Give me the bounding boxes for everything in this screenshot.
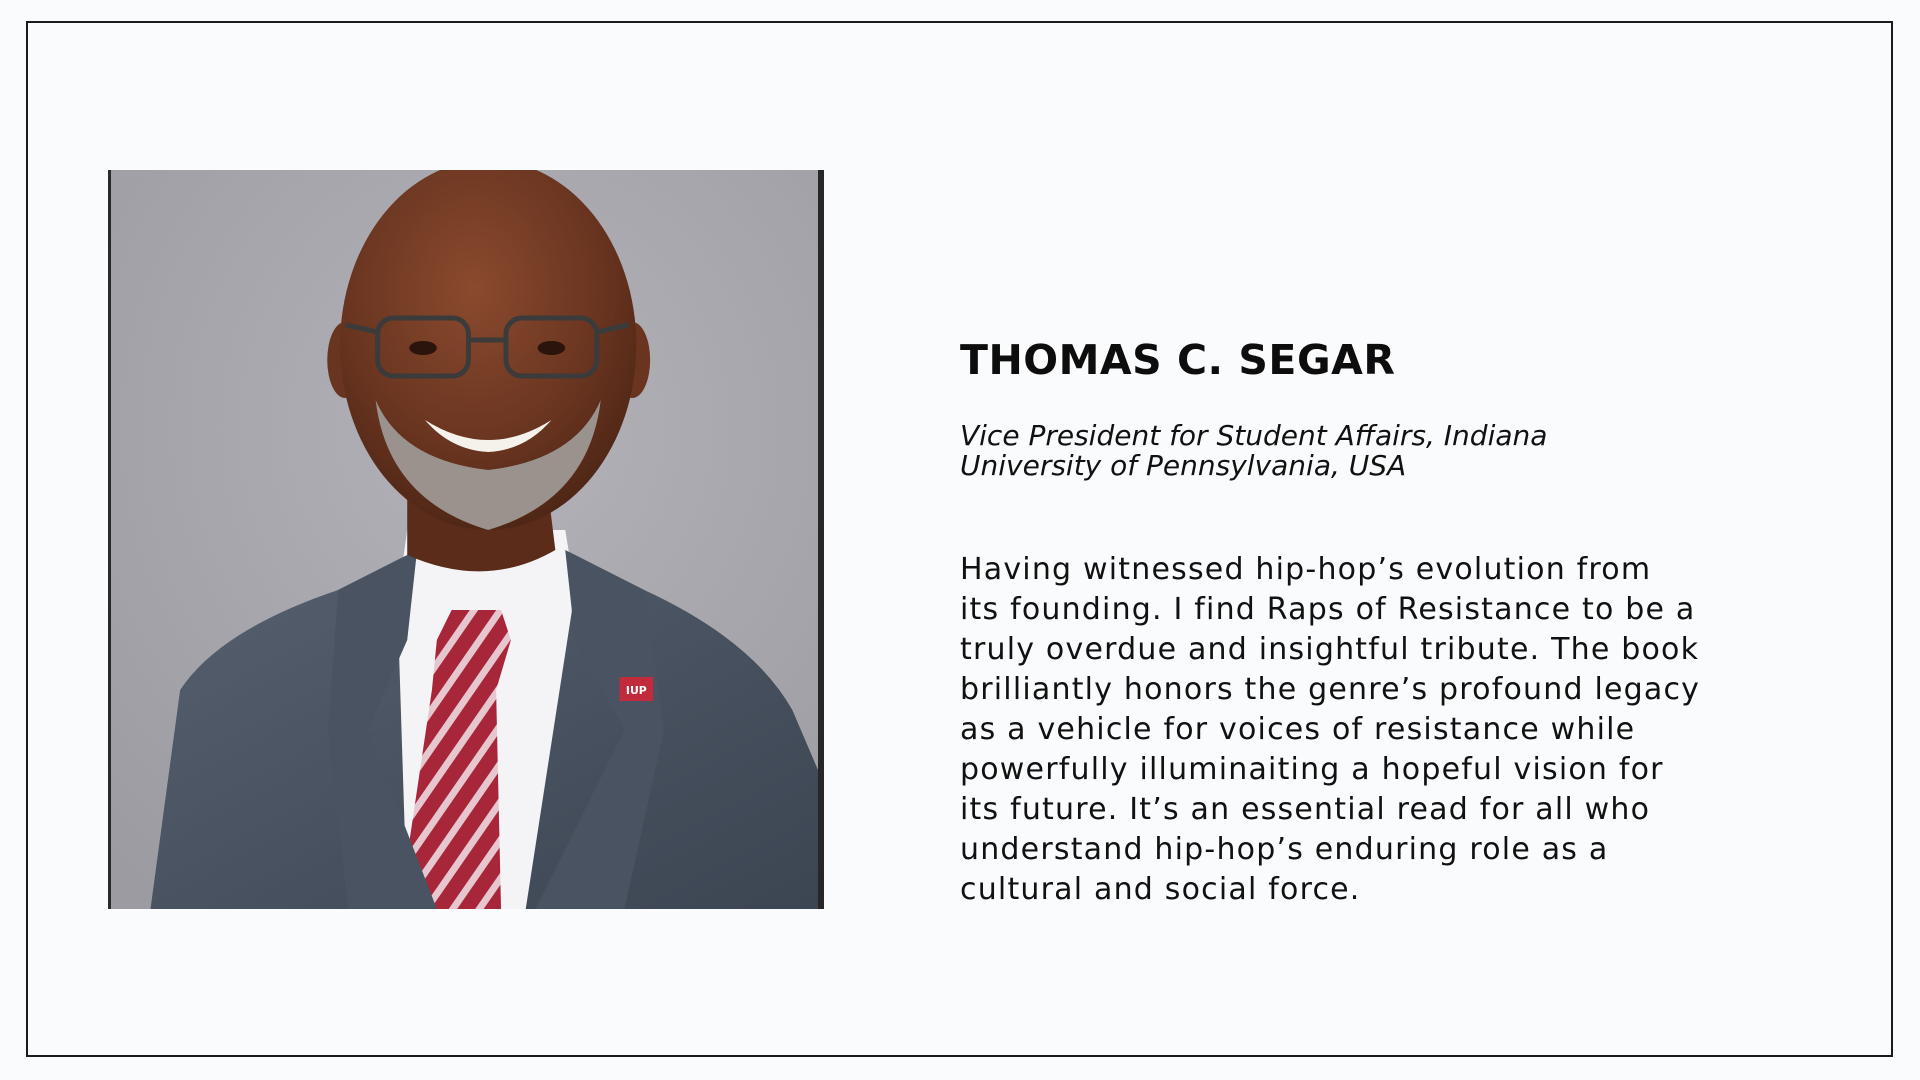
quote-line: powerfully illuminaiting a hopeful vision for [960,752,1664,787]
person-title [960,421,1680,481]
pin-label: IUP [625,683,647,698]
title-line-2: University of Pennsylvania, USA [960,449,1407,482]
portrait-photo [108,170,824,909]
quote-line: Having witnessed hip-hop’s evolution from [960,552,1652,587]
person-name: THOMAS C. SEGAR [960,336,1396,384]
quote-line: truly overdue and insightful tribute. The book [960,632,1700,667]
quote-line: as a vehicle for voices of resistance while [960,712,1636,747]
quote-line: its future. It’s an essential read for all who [960,792,1651,827]
testimonial-quote [960,550,1760,910]
quote-line: its founding. I find Raps of Resistance to be a [960,592,1696,627]
quote-line: brilliantly honors the genre’s profound legacy [960,672,1701,707]
quote-line: cultural and social force. [960,872,1361,907]
quote-line: understand hip-hop’s enduring role as a [960,832,1609,867]
title-line-1: Vice President for Student Affairs, Indiana [960,419,1548,452]
